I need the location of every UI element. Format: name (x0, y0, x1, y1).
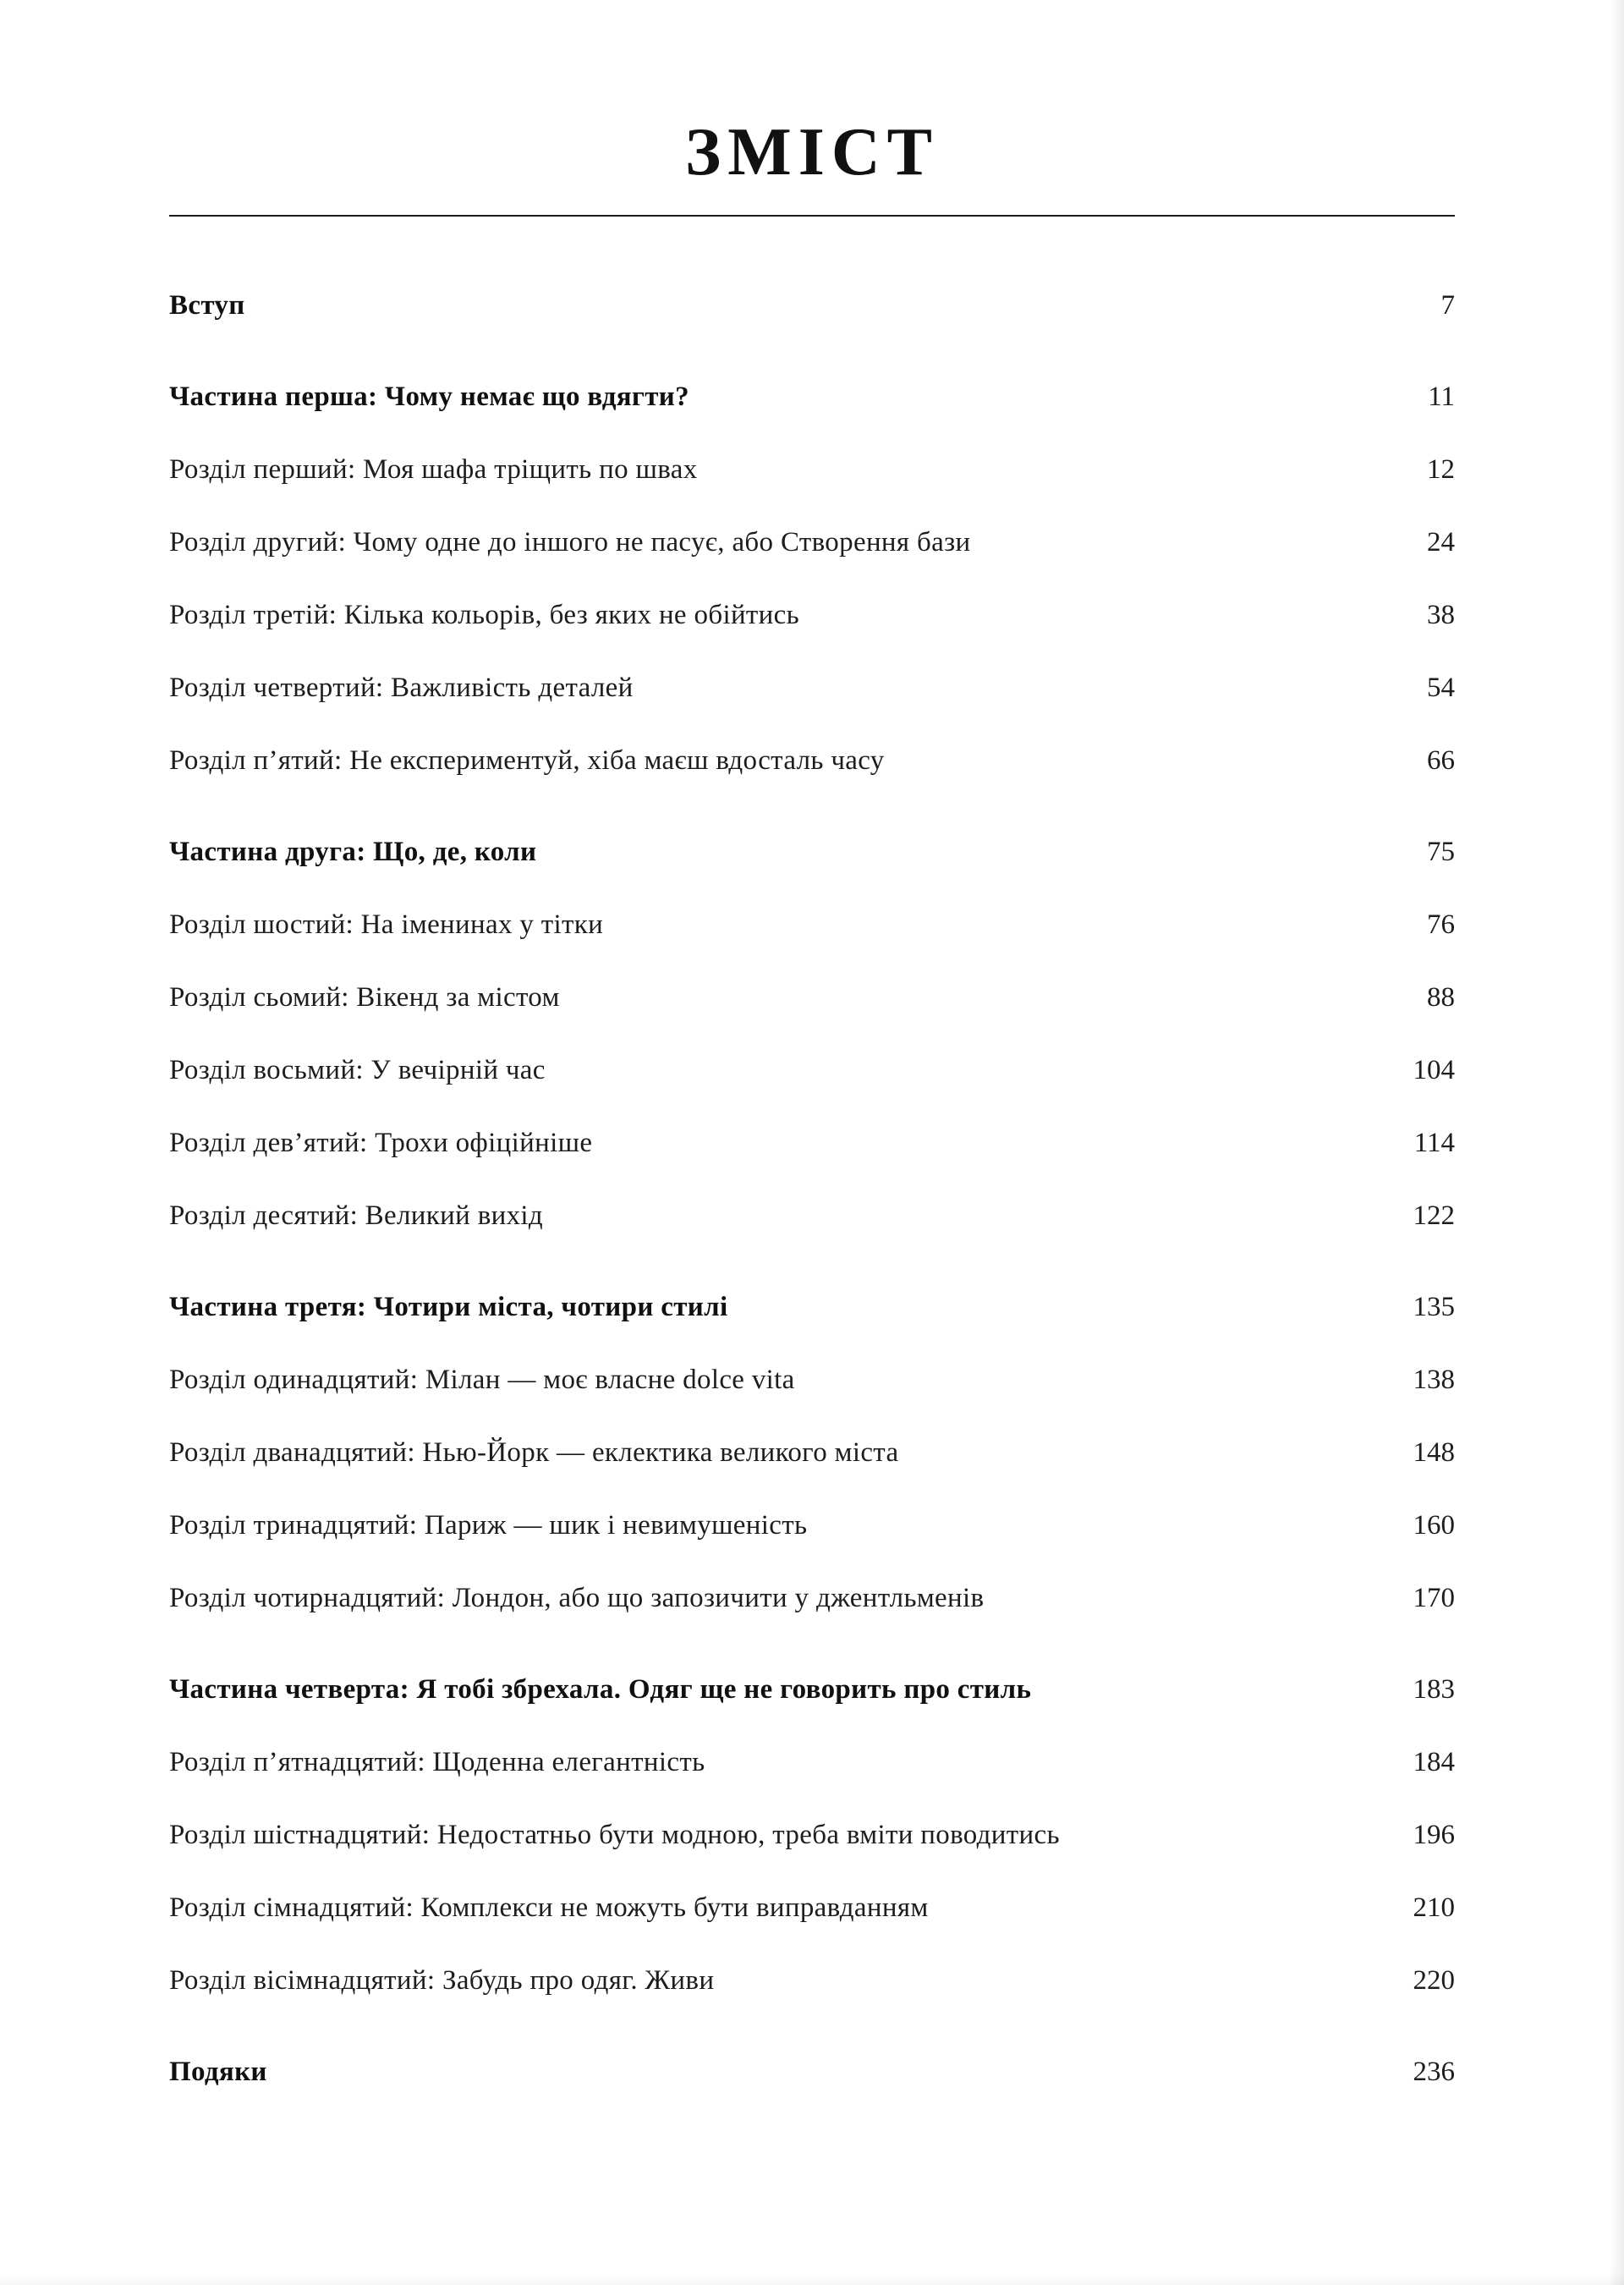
toc-entry-label: Частина перша: Чому немає що вдягти? (169, 382, 689, 412)
toc-list (169, 289, 1455, 2088)
toc-entry (169, 1436, 1455, 1469)
toc-entry-label: Розділ десятий: Великий вихід (169, 1200, 544, 1231)
toc-entry-page: 160 (1413, 1510, 1455, 1541)
toc-entry-page: 122 (1413, 1200, 1455, 1231)
toc-entry-page: 138 (1413, 1365, 1455, 1395)
toc-entry-label: Розділ дванадцятий: Нью-Йорк — еклектика великого міста (169, 1437, 899, 1468)
toc-entry-label: Розділ третій: Кілька кольорів, без яких не обійтись (169, 600, 800, 630)
toc-entry-page: 104 (1413, 1055, 1455, 1085)
toc-entry (169, 2056, 1455, 2088)
toc-entry (169, 1200, 1455, 1232)
toc-entry-page: 135 (1413, 1292, 1455, 1322)
toc-entry-page: 170 (1413, 1583, 1455, 1613)
toc-entry (169, 1509, 1455, 1541)
toc-entry-label: Розділ одинадцятий: Мілан — моє власне dolce vita (169, 1365, 795, 1395)
toc-entry-page: 11 (1428, 382, 1455, 412)
page-title: ЗМІСТ (685, 115, 939, 190)
toc-entry-page: 54 (1427, 673, 1455, 703)
toc-entry (169, 1746, 1455, 1778)
toc-entry-label: Розділ дев’ятий: Трохи офіційніше (169, 1128, 593, 1158)
toc-entry-page: 196 (1413, 1820, 1455, 1850)
toc-entry-page: 236 (1413, 2057, 1455, 2087)
toc-entry-page: 12 (1427, 454, 1455, 485)
toc-entry (169, 1819, 1455, 1851)
toc-entry-label: Частина четверта: Я тобі збрехала. Одяг ще не говорить про стиль (169, 1674, 1032, 1705)
toc-entry (169, 909, 1455, 941)
toc-header (169, 115, 1455, 217)
toc-entry (169, 1364, 1455, 1396)
toc-entry-label: Частина друга: Що, де, коли (169, 837, 537, 867)
toc-entry-label: Розділ шостий: На іменинах у тітки (169, 909, 604, 940)
toc-entry (169, 1964, 1455, 1997)
toc-entry (169, 599, 1455, 631)
toc-entry-label: Розділ сьомий: Вікенд за містом (169, 982, 560, 1013)
toc-entry-page: 7 (1440, 290, 1455, 321)
toc-entry-label: Розділ восьмий: У вечірній час (169, 1055, 546, 1085)
toc-entry-label: Частина третя: Чотири міста, чотири стилі (169, 1292, 728, 1322)
toc-entry-label: Розділ четвертий: Важливість деталей (169, 673, 634, 703)
toc-entry-page: 184 (1413, 1747, 1455, 1777)
toc-entry-label: Розділ другий: Чому одне до іншого не пасує, або Створення бази (169, 527, 971, 558)
toc-entry-page: 76 (1427, 909, 1455, 940)
toc-entry (169, 836, 1455, 868)
title-rule (169, 215, 1455, 217)
toc-entry (169, 1054, 1455, 1086)
toc-entry (169, 453, 1455, 486)
toc-entry-page: 114 (1413, 1128, 1455, 1158)
toc-entry (169, 1127, 1455, 1159)
toc-entry (169, 289, 1455, 321)
toc-entry-page: 66 (1427, 745, 1455, 776)
toc-entry (169, 981, 1455, 1013)
toc-entry-label: Розділ тринадцятий: Париж — шик і невимушеність (169, 1510, 808, 1541)
toc-entry-label: Подяки (169, 2057, 267, 2087)
toc-entry-page: 220 (1413, 1965, 1455, 1996)
toc-entry (169, 1673, 1455, 1706)
toc-entry-page: 24 (1427, 527, 1455, 558)
toc-entry-page: 183 (1413, 1674, 1455, 1705)
toc-entry-page: 210 (1413, 1892, 1455, 1923)
toc-entry (169, 381, 1455, 413)
toc-entry (169, 526, 1455, 558)
toc-entry-label: Вступ (169, 290, 245, 321)
toc-entry-page: 148 (1413, 1437, 1455, 1468)
toc-entry (169, 744, 1455, 777)
toc-entry-page: 88 (1427, 982, 1455, 1013)
toc-entry-label: Розділ сімнадцятий: Комплекси не можуть бути виправданням (169, 1892, 929, 1923)
toc-entry-label: Розділ вісімнадцятий: Забудь про одяг. Живи (169, 1965, 715, 1996)
toc-entry-label: Розділ чотирнадцятий: Лондон, або що запозичити у джентльменів (169, 1583, 985, 1613)
toc-entry-label: Розділ перший: Моя шафа тріщить по швах (169, 454, 698, 485)
toc-entry-page: 75 (1427, 837, 1455, 867)
toc-entry (169, 1892, 1455, 1924)
toc-entry-page: 38 (1427, 600, 1455, 630)
toc-entry (169, 1582, 1455, 1614)
toc-entry (169, 1291, 1455, 1323)
toc-entry-label: Розділ п’ятнадцятий: Щоденна елегантність (169, 1747, 705, 1777)
toc-entry-label: Розділ шістнадцятий: Недостатньо бути модною, треба вміти поводитись (169, 1820, 1060, 1850)
toc-entry-label: Розділ п’ятий: Не експериментуй, хіба маєш вдосталь часу (169, 745, 885, 776)
toc-entry (169, 672, 1455, 704)
